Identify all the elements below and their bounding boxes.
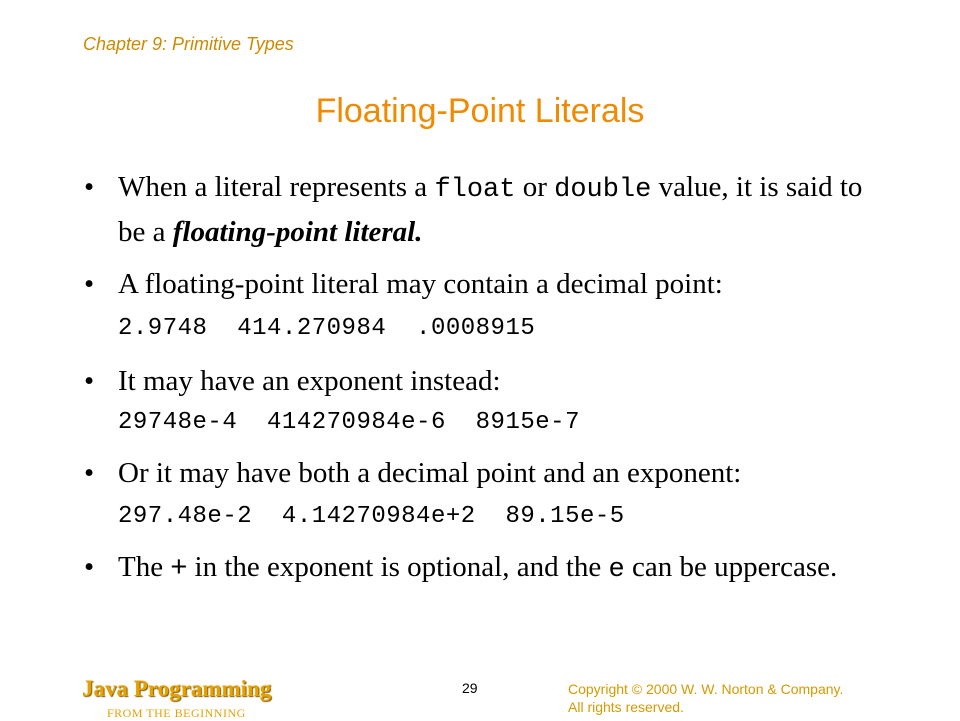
code-e: e bbox=[608, 555, 625, 585]
bullet-optional-plus bbox=[84, 546, 844, 630]
bullet-text: A floating-point literal may contain a decimal point: bbox=[118, 268, 723, 300]
bullet-decimal-point bbox=[84, 263, 884, 305]
text-segment: can be uppercase. bbox=[624, 551, 838, 583]
text-segment: The bbox=[118, 551, 171, 583]
bullet-text: Or it may have both a decimal point and an exponent: bbox=[118, 457, 742, 489]
bullet-text: It may have an exponent instead: bbox=[118, 365, 501, 397]
code-example-exponent: 29748e-4 414270984e-6 8915e-7 bbox=[118, 409, 580, 436]
chapter-label: Chapter 9: Primitive Types bbox=[83, 34, 294, 54]
bullet-dot: • bbox=[84, 171, 95, 203]
bullet-exponent bbox=[84, 360, 884, 402]
page-number: 29 bbox=[462, 680, 478, 696]
text-segment: value, it is said to be a bbox=[118, 171, 863, 248]
copyright-notice bbox=[568, 680, 843, 716]
bullet-dot: • bbox=[84, 551, 95, 583]
bullet-dot: • bbox=[84, 365, 95, 397]
bullet-text bbox=[118, 546, 844, 591]
text-segment: or bbox=[515, 171, 555, 203]
footer-subtitle: FROM THE BEGINNING bbox=[107, 706, 246, 720]
footer-brand: Java Programming bbox=[82, 676, 272, 701]
bullet-text bbox=[118, 166, 884, 253]
bullet-dot: • bbox=[84, 457, 95, 489]
bullet-dot: • bbox=[84, 268, 95, 300]
code-example-both: 297.48e-2 4.14270984e+2 89.15e-5 bbox=[118, 503, 625, 530]
slide-title: Floating-Point Literals bbox=[315, 92, 645, 130]
bullet-float-double bbox=[84, 166, 884, 250]
emphasis-term: floating-point literal. bbox=[172, 216, 423, 248]
code-float: float bbox=[434, 175, 516, 205]
code-example-decimal: 2.9748 414.270984 .0008915 bbox=[118, 315, 536, 342]
copyright-line: Copyright © 2000 W. W. Norton & Company. bbox=[568, 681, 844, 697]
code-double: double bbox=[554, 175, 652, 205]
plus-sign: + bbox=[170, 551, 188, 583]
text-segment: in the exponent is optional, and the bbox=[187, 551, 609, 583]
copyright-line: All rights reserved. bbox=[568, 699, 684, 715]
bullet-both bbox=[84, 452, 884, 494]
text-segment: When a literal represents a bbox=[118, 171, 435, 203]
